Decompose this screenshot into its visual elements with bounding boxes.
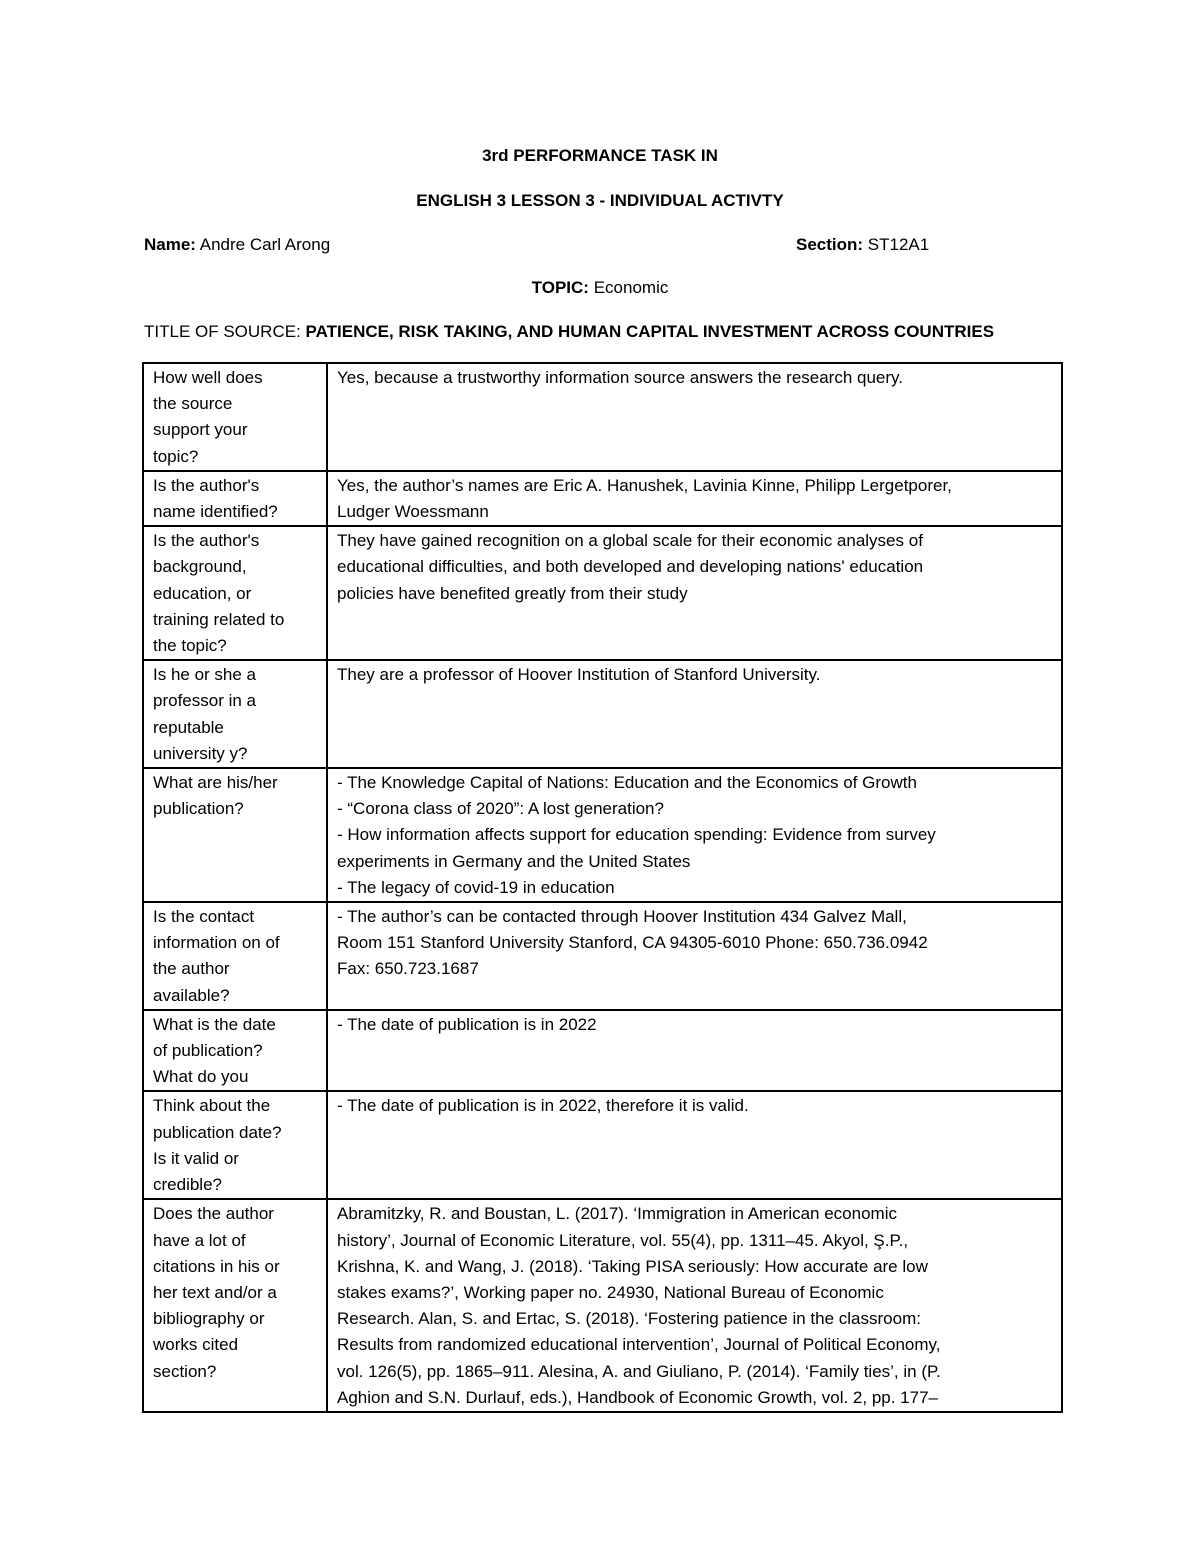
question-line: Is he or she a (153, 665, 257, 685)
answer-line: Results from randomized educational intervention’, Journal of Political Economy, (337, 1335, 941, 1355)
table-row (143, 902, 1062, 1010)
answer-cell (327, 1091, 1062, 1199)
topic-label: TOPIC: (531, 278, 589, 297)
question-cell (143, 471, 327, 526)
source-title-label: TITLE OF SOURCE: (144, 322, 301, 341)
question-line: Is the author's (153, 475, 260, 495)
answer-line: Yes, the author’s names are Eric A. Hanushek, Lavinia Kinne, Philipp Lergetporer, (337, 475, 952, 495)
question-line: of publication? (153, 1041, 263, 1061)
question-line: citations in his or (153, 1256, 280, 1276)
table-row (143, 768, 1062, 902)
answer-cell (327, 1199, 1062, 1412)
table-row (143, 471, 1062, 526)
answer-cell (327, 660, 1062, 768)
question-cell (143, 1091, 327, 1199)
answer-line: - The legacy of covid-19 in education (337, 877, 615, 897)
table-row (143, 660, 1062, 768)
question-line: have a lot of (153, 1230, 246, 1250)
answer-cell (327, 363, 1062, 471)
question-line: professor in a (153, 691, 256, 711)
answer-cell (327, 471, 1062, 526)
student-section-line (796, 235, 929, 255)
answer-cell (327, 526, 1062, 660)
question-cell (143, 1199, 327, 1412)
question-line: What are his/her (153, 773, 278, 793)
question-cell (143, 526, 327, 660)
answer-line: vol. 126(5), pp. 1865–911. Alesina, A. and Giuliano, P. (2014). ‘Family ties’, in (P. (337, 1361, 941, 1381)
answer-line: Yes, because a trustworthy information source answers the research query. (337, 368, 904, 387)
section-label: Section: (796, 235, 864, 254)
question-cell (143, 1010, 327, 1092)
table-row (143, 1091, 1062, 1199)
table-row (143, 363, 1062, 471)
question-line: publication date? (153, 1122, 282, 1142)
answer-cell (327, 1010, 1062, 1092)
question-line: name identified? (153, 502, 278, 522)
name-value: Andre Carl Arong (199, 235, 331, 254)
answer-line: Room 151 Stanford University Stanford, CA 94305-6010 Phone: 650.736.0942 (337, 933, 928, 953)
table-row (143, 526, 1062, 660)
question-line: Is it valid or (153, 1148, 239, 1168)
question-line: the source (153, 394, 233, 414)
question-line: reputable (153, 717, 224, 737)
answer-line: - The Knowledge Capital of Nations: Education and the Economics of Growth (337, 773, 917, 793)
table-row (143, 1010, 1062, 1092)
section-value: ST12A1 (867, 235, 930, 254)
question-line: training related to (153, 609, 285, 629)
answer-line: They are a professor of Hoover Institution of Stanford University. (337, 665, 821, 685)
question-line: topic? (153, 446, 199, 466)
question-line: the author (153, 959, 230, 979)
question-cell (143, 768, 327, 902)
question-line: Is the author's (153, 531, 260, 551)
answer-line: policies have benefited greatly from their study (337, 583, 688, 603)
question-line: publication? (153, 799, 244, 819)
student-name-line (144, 235, 330, 255)
answer-line: - “Corona class of 2020”: A lost generation? (337, 799, 664, 819)
question-line: her text and/or a (153, 1282, 277, 1302)
answer-line: - The date of publication is in 2022 (337, 1014, 597, 1034)
answer-line: stakes exams?’, Working paper no. 24930, National Bureau of Economic (337, 1282, 884, 1302)
source-title-value: PATIENCE, RISK TAKING, AND HUMAN CAPITAL INVESTMENT ACROSS COUNTRIES (305, 322, 995, 341)
answer-line: Aghion and S.N. Durlauf, eds.), Handbook of Economic Growth, vol. 2, pp. 177– (337, 1387, 939, 1407)
question-line: information on of (153, 933, 280, 953)
question-line: Does the author (153, 1204, 274, 1224)
answer-line: Fax: 650.723.1687 (337, 959, 479, 979)
question-line: Is the contact (153, 907, 255, 927)
question-line: the topic? (153, 636, 227, 656)
question-line: What is the date (153, 1014, 276, 1034)
document-subtitle: ENGLISH 3 LESSON 3 - INDIVIDUAL ACTIVTY (416, 191, 784, 210)
answer-line: Abramitzky, R. and Boustan, L. (2017). ‘Immigration in American economic (337, 1204, 897, 1224)
name-label: Name: (144, 235, 196, 254)
document-title: 3rd PERFORMANCE TASK IN (482, 146, 718, 165)
answer-line: educational difficulties, and both developed and developing nations' education (337, 557, 924, 577)
question-line: works cited (153, 1335, 239, 1355)
table-row (143, 1199, 1062, 1412)
source-title-line (144, 322, 994, 342)
answer-cell (327, 768, 1062, 902)
topic-line (0, 278, 1200, 298)
answer-line: - The date of publication is in 2022, therefore it is valid. (337, 1096, 749, 1116)
answer-line: Research. Alan, S. and Ertac, S. (2018). ‘Fostering patience in the classroom: (337, 1309, 921, 1329)
question-line: What do you (153, 1067, 249, 1087)
answer-line: experiments in Germany and the United States (337, 851, 691, 871)
topic-value: Economic (593, 278, 669, 297)
question-line: bibliography or (153, 1309, 265, 1329)
answer-cell (327, 902, 1062, 1010)
question-line: credible? (153, 1175, 222, 1195)
question-line: available? (153, 985, 230, 1005)
answer-line: They have gained recognition on a global scale for their economic analyses of (337, 531, 923, 551)
question-line: education, or (153, 583, 252, 603)
answer-line: history’, Journal of Economic Literature, vol. 55(4), pp. 1311–45. Akyol, Ş.P., (337, 1230, 909, 1250)
question-cell (143, 660, 327, 768)
question-cell (143, 363, 327, 471)
question-line: university y? (153, 743, 248, 763)
question-cell (143, 902, 327, 1010)
question-line: support your (153, 420, 248, 440)
question-line: background, (153, 557, 247, 577)
answer-line: - How information affects support for education spending: Evidence from survey (337, 825, 936, 845)
question-line: section? (153, 1361, 217, 1381)
source-evaluation-table (142, 362, 1063, 1413)
answer-line: Ludger Woessmann (337, 502, 489, 522)
answer-line: Krishna, K. and Wang, J. (2018). ‘Taking PISA seriously: How accurate are low (337, 1256, 928, 1276)
question-line: Think about the (153, 1096, 271, 1116)
question-line: How well does (153, 368, 263, 387)
answer-line: - The author’s can be contacted through Hoover Institution 434 Galvez Mall, (337, 907, 907, 927)
